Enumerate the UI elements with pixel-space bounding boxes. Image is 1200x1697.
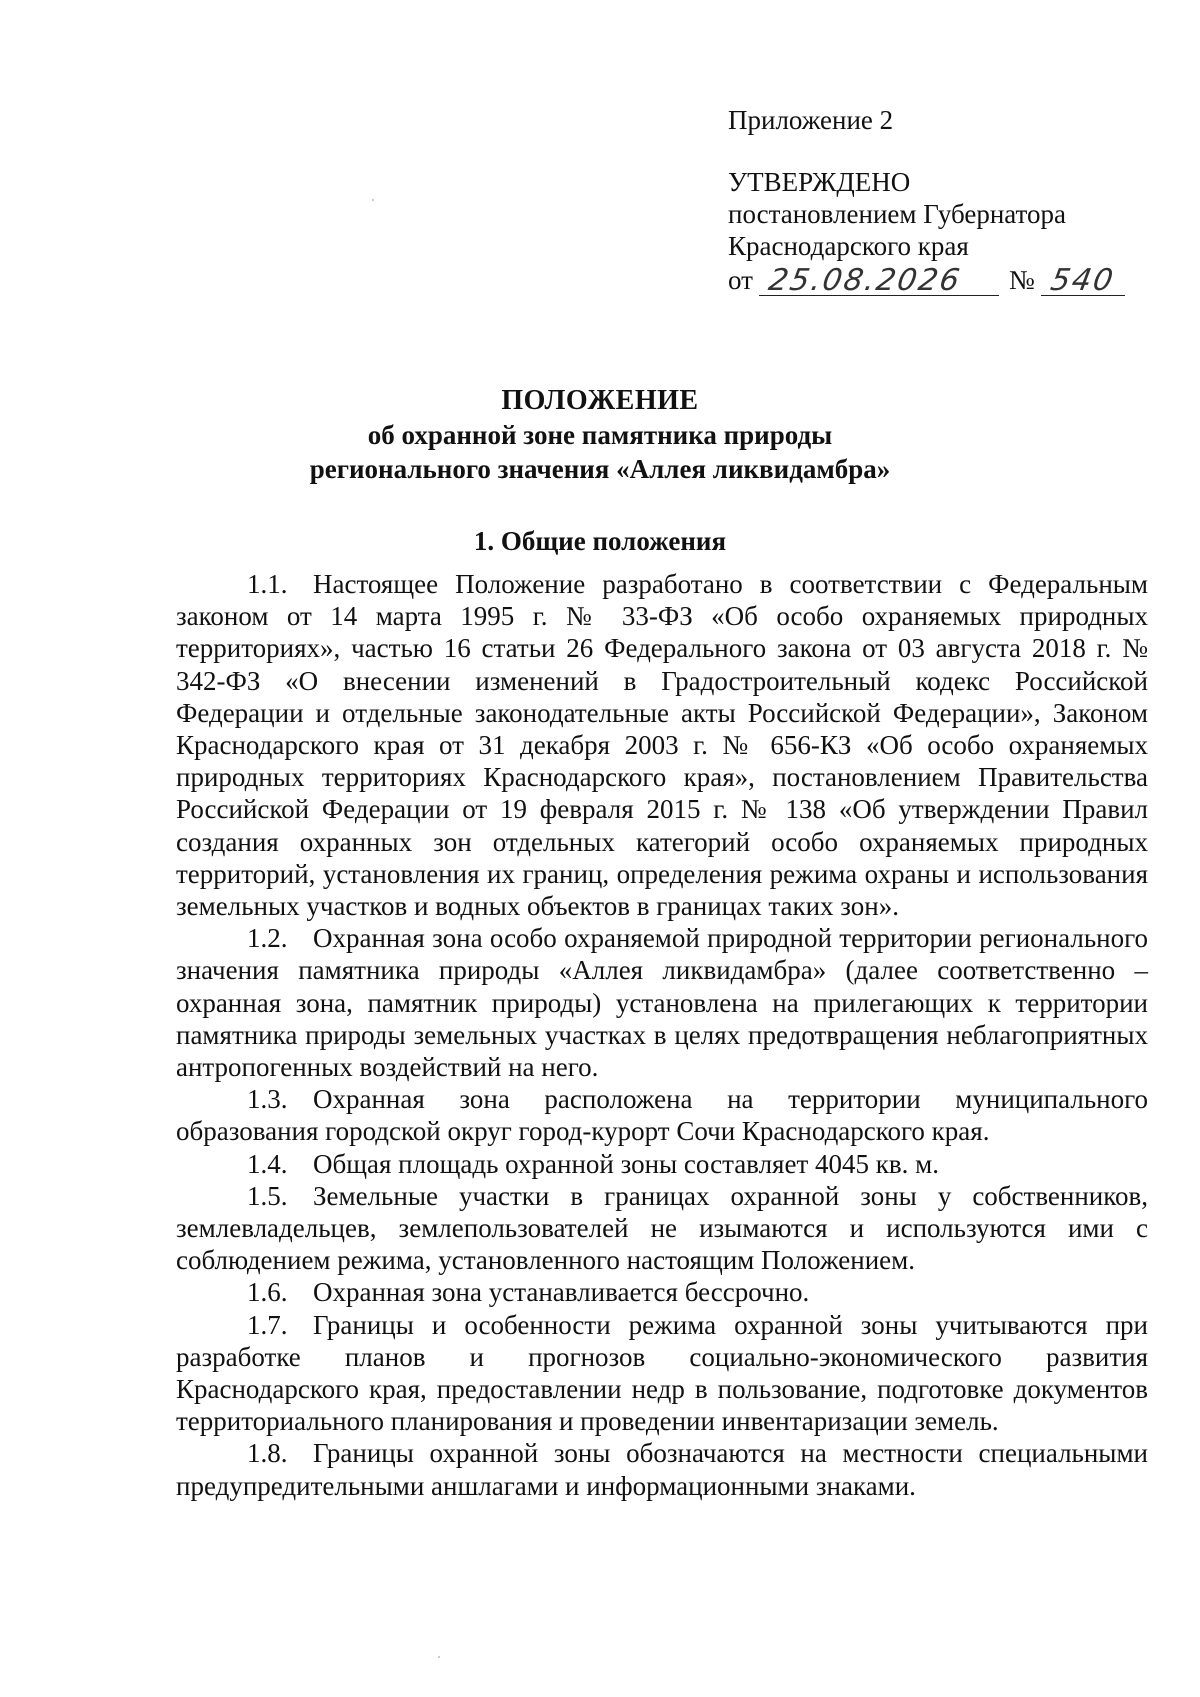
document-subtitle-line1: об охранной зоне памятника природы bbox=[367, 420, 833, 450]
scan-speck bbox=[438, 1656, 440, 1658]
number-prefix: № bbox=[1008, 265, 1035, 295]
paragraph-number: 1.3. bbox=[247, 1084, 288, 1115]
paragraph-number: 1.8. bbox=[247, 1438, 288, 1469]
date-field bbox=[759, 265, 999, 296]
paragraph-number: 1.5. bbox=[247, 1180, 288, 1211]
document-body bbox=[176, 568, 1148, 1502]
paragraph-number: 1.4. bbox=[247, 1148, 288, 1179]
section-heading: 1. Общие положения bbox=[473, 526, 727, 556]
paragraph-text: Охранная зона особо охраняемой природной территории регионального значения памятника природы «Аллея ликвидамбра» (далее соответственно – охранная зона, памятник природы) установлена на прилегающих к территории памятника природы земельных участках в целях предотвращения неблагоприятных антропогенных воздействий на него. bbox=[176, 923, 1148, 1083]
paragraph-text: Охранная зона устанавливается бессрочно. bbox=[313, 1277, 810, 1308]
paragraph-number: 1.2. bbox=[247, 923, 288, 954]
paragraph-text: Настоящее Положение разработано в соответствии с Федеральным законом от 14 марта 1995 г. № 33-ФЗ «Об особо охраняемых природных территориях», частью 16 статьи 26 Федерального закона от 03 августа 2018 г. № 342-ФЗ «О внесении изменений в Градостроительный кодекс Российской Федерации и отдельные законодательные акты Российской Федерации», Законом Краснодарского края от 31 декабря 2003 г. № 656-КЗ «Об особо охраняемых природных территориях Краснодарского края», постановлением Правительства Российской Федерации от 19 февраля 2015 г. № 138 «Об утверждении Правил создания охранных зон отдельных категорий особо охраняемых природных территорий, установления их границ, определения режима охраны и использования земельных участков и водных объектов в границах таких зон». bbox=[176, 569, 1148, 922]
paragraph-text: Границы и особенности режима охранной зоны учитываются при разработке планов и прогнозов социально-экономического развития Краснодарского края, предоставлении недр в пользование, подготовке документов территориального планирования и проведении инвентаризации земель. bbox=[176, 1309, 1148, 1437]
document-subtitle-line2: регионального значения «Аллея ликвидамбра» bbox=[309, 454, 891, 484]
approved-by-line1: постановлением Губернатора bbox=[728, 199, 1066, 229]
paragraph-text: Охранная зона расположена на территории муниципального образования городской округ город-курорт Сочи Краснодарского края. bbox=[176, 1084, 1148, 1147]
appendix-label: Приложение 2 bbox=[728, 105, 894, 135]
document-title: ПОЛОЖЕНИЕ bbox=[501, 385, 699, 416]
approval-block bbox=[728, 104, 1128, 296]
number-field bbox=[1041, 265, 1125, 296]
document-title-block bbox=[0, 384, 1200, 558]
paragraph-text: Земельные участки в границах охранной зоны у собственников, землевладельцев, землепользователей не изымаются и используются ими с соблюдением режима, установленного настоящим Положением. bbox=[176, 1180, 1148, 1276]
paragraph-number: 1.6. bbox=[247, 1277, 288, 1308]
date-number-row bbox=[728, 262, 1128, 296]
scan-speck bbox=[372, 199, 374, 201]
paragraph-text: Границы охранной зоны обозначаются на местности специальными предупредительными аншлагами и информационными знаками. bbox=[176, 1438, 1148, 1501]
paragraph-text: Общая площадь охранной зоны составляет 4045 кв. м. bbox=[313, 1148, 939, 1179]
paragraph-1-3 bbox=[176, 1083, 1148, 1147]
paragraph-1-6 bbox=[176, 1276, 1148, 1308]
paragraph-1-1 bbox=[176, 568, 1148, 922]
paragraph-number: 1.1. bbox=[247, 569, 288, 599]
paragraph-1-5 bbox=[176, 1180, 1148, 1277]
paragraph-1-8 bbox=[176, 1437, 1148, 1501]
date-prefix: от bbox=[728, 265, 753, 295]
handwritten-date: 25.08.2026 bbox=[765, 263, 964, 298]
paragraph-1-2 bbox=[176, 922, 1148, 1083]
approved-by-line2: Краснодарского края bbox=[728, 231, 969, 261]
paragraph-1-7 bbox=[176, 1309, 1148, 1438]
approved-label: УТВЕРЖДЕНО bbox=[728, 167, 911, 197]
paragraph-1-4 bbox=[176, 1148, 1148, 1180]
handwritten-number: 540 bbox=[1047, 263, 1118, 298]
paragraph-number: 1.7. bbox=[247, 1309, 288, 1340]
